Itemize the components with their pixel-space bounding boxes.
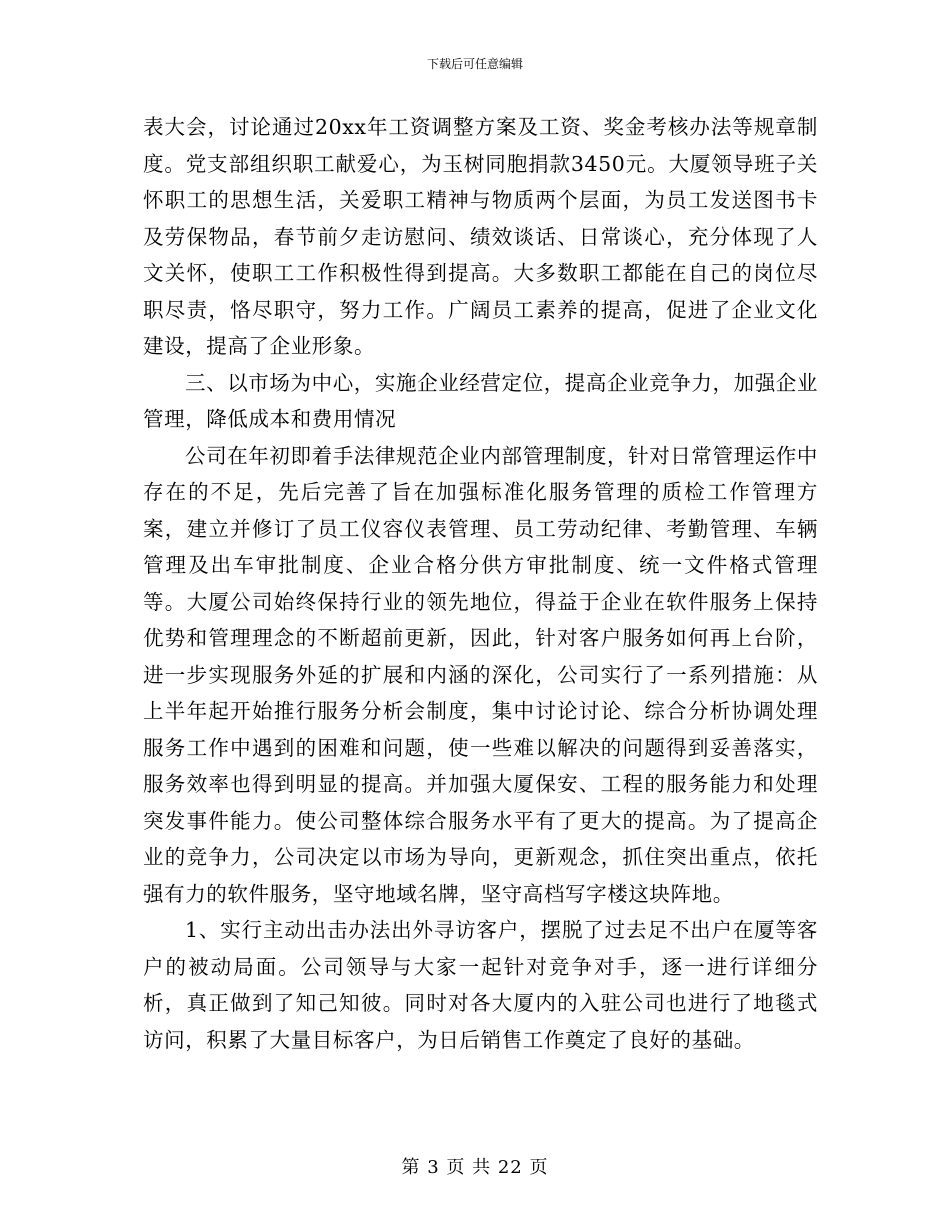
page-header: 下载后可任意编辑 xyxy=(426,57,523,71)
document-body xyxy=(143,109,818,1058)
paragraph-item-one: 1、实行主动出击办法出外寻访客户，摆脱了过去足不出户在厦等客户的被动局面。公司领导与大家一起针对竞争对手，逐一进行详细分析，真正做到了知己知彼。同时对各大厦内的入驻公司也进行了地毯式访问，积累了大量目标客户，为日后销售工作奠定了良好的基础。 xyxy=(143,918,818,1052)
page-number-footer: 第 3 页 共 22 页 xyxy=(401,1157,549,1178)
paragraph-management: 公司在年初即着手法律规范企业内部管理制度，针对日常管理运作中存在的不足，先后完善了旨在加强标准化服务管理的质检工作管理方案，建立并修订了员工仪容仪表管理、员工劳动纪律、考勤管理、车辆管理及出车审批制度、企业合格分供方审批制度、统一文件格式管理等。大厦公司始终保持行业的领先地位，得益于企业在软件服务上保持优势和管理理念的不断超前更新，因此，针对客户服务如何再上台阶，进一步实现服务外延的扩展和内涵的深化，公司实行了一系列措施：从上半年起开始推行服务分析会制度，集中讨论讨论、综合分析协调处理服务工作中遇到的困难和问题，使一些难以解决的问题得到妥善落实，服务效率也得到明显的提高。并加强大厦保安、工程的服务能力和处理突发事件能力。使公司整体综合服务水平有了更大的提高。为了提高企业的竞争力，公司决定以市场为导向，更新观念，抓住突出重点，依托强有力的软件服务，坚守地域名牌，坚守高档写字楼这块阵地。 xyxy=(143,443,818,906)
paragraph-continuation: 表大会，讨论通过20xx年工资调整方案及工资、奖金考核办法等规章制度。党支部组织职工献爱心，为玉树同胞捐款3450元。大厦领导班子关怀职工的思想生活，关爱职工精神与物质两个层面，为员工发送图书卡及劳保物品，春节前夕走访慰问、绩效谈话、日常谈心，充分体现了人文关怀，使职工工作积极性得到提高。大多数职工都能在自己的岗位尽职尽责，恪尽职守，努力工作。广阔员工素养的提高，促进了企业文化建设，提高了企业形象。 xyxy=(143,115,818,358)
section-heading-three: 三、以市场为中心，实施企业经营定位，提高企业竞争力，加强企业管理，降低成本和费用情况 xyxy=(143,370,818,431)
